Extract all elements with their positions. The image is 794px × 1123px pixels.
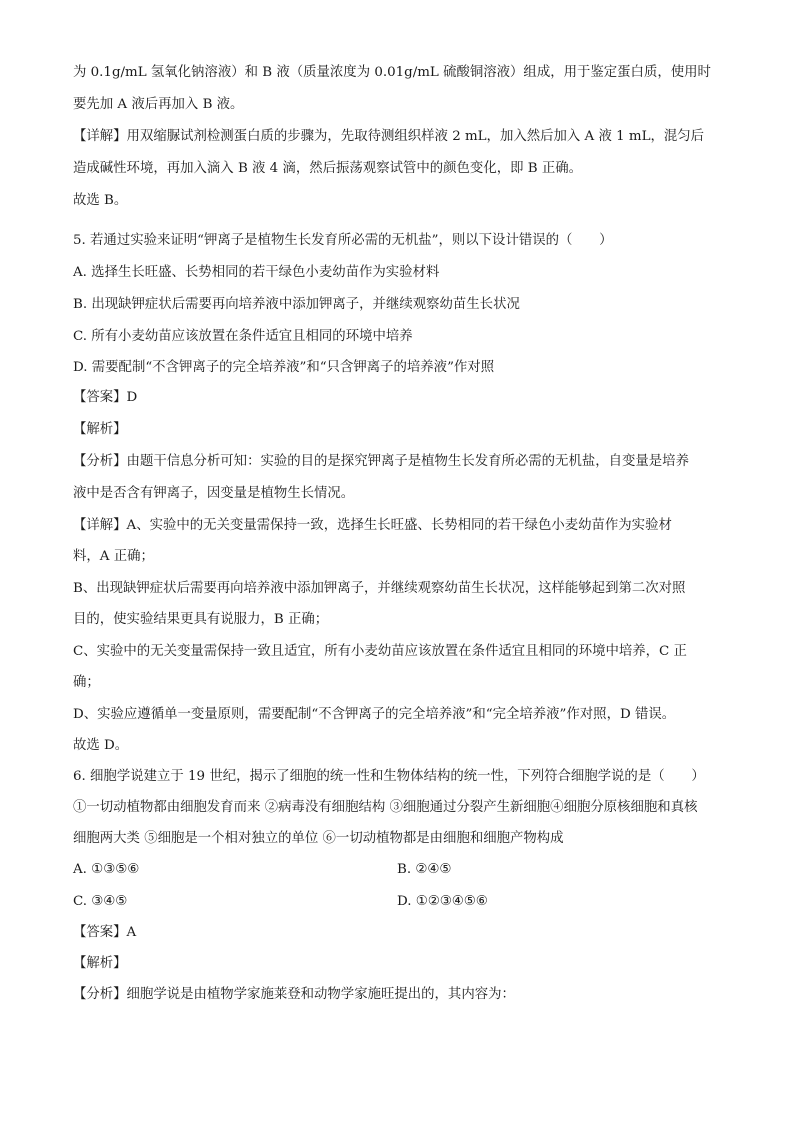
q5-option-d: D. 需要配制“不含钾离子的完全培养液”和“只含钾离子的培养液”作对照 (73, 360, 495, 375)
q6-option-d: D. ①②③④⑤⑥ (397, 894, 488, 909)
text-line: 为 0.1g/mL 氢氧化钠溶液）和 B 液（质量浓度为 0.01g/mL 硫酸铜溶液）组成，用于鉴定蛋白质，使用时 (73, 65, 711, 80)
text-line: 要先加 A 液后再加入 B 液。 (73, 97, 244, 112)
text-line: 【分析】由题干信息分析可知：实验的目的是探究钾离子是植物生长发育所必需的无机盐，自变量是培养 (73, 454, 689, 469)
q6-answer: 【答案】A (73, 925, 137, 940)
q6-analysis-heading: 【解析】 (73, 956, 127, 971)
text-line: 造成碱性环境，再加入滴入 B 液 4 滴，然后振荡观察试管中的颜色变化，即 B 正确。 (73, 161, 583, 176)
q6-statements: ①一切动植物都由细胞发育而来 ②病毒没有细胞结构 ③细胞通过分裂产生新细胞④细胞分原核细胞和真核 (73, 800, 698, 815)
q6-option-a: A. ①③⑤⑥ (73, 862, 140, 877)
text-line: D、实验应遵循单一变量原则，需要配制“不含钾离子的完全培养液”和“完全培养液”作对照，D 错误。 (73, 707, 676, 722)
question-6-stem: 6. 细胞学说建立于 19 世纪，揭示了细胞的统一性和生物体结构的统一性，下列符合细胞学说的是（ ） (73, 769, 705, 784)
q6-statements: 细胞两大类 ⑤细胞是一个相对独立的单位 ⑥一切动植物都是由细胞和细胞产物构成 (73, 831, 564, 846)
question-5-stem: 5. 若通过实验来证明“钾离子是植物生长发育所必需的无机盐”，则以下设计错误的（ ） (73, 233, 613, 248)
q5-option-b: B. 出现缺钾症状后需要再向培养液中添加钾离子，并继续观察幼苗生长状况 (73, 297, 520, 312)
text-line: 【分析】细胞学说是由植物学家施莱登和动物学家施旺提出的，其内容为： (73, 987, 515, 1002)
text-line: 故选 D。 (73, 738, 129, 753)
text-line: 故选 B。 (73, 193, 128, 208)
q5-option-a: A. 选择生长旺盛、长势相同的若干绿色小麦幼苗作为实验材料 (73, 265, 440, 280)
text-line: 【详解】用双缩脲试剂检测蛋白质的步骤为，先取待测组织样液 2 mL，加入然后加入 A 液 1 mL，混匀后 (73, 129, 705, 144)
text-line: 【详解】A、实验中的无关变量需保持一致，选择生长旺盛、长势相同的若干绿色小麦幼苗作为实验材 (73, 518, 672, 533)
text-line: 料，A 正确； (73, 549, 154, 564)
q5-option-c: C. 所有小麦幼苗应该放置在条件适宜且相同的环境中培养 (73, 329, 413, 344)
q6-option-c: C. ③④⑤ (73, 894, 128, 909)
q5-analysis-heading: 【解析】 (73, 422, 127, 437)
q5-answer: 【答案】D (73, 390, 138, 405)
text-line: 目的，使实验结果更具有说服力，B 正确； (73, 612, 329, 627)
text-line: 液中是否含有钾离子，因变量是植物生长情况。 (73, 486, 355, 501)
text-line: 确； (73, 675, 100, 690)
text-line: B、出现缺钾症状后需要再向培养液中添加钾离子，并继续观察幼苗生长状况，这样能够起到第二次对照 (73, 581, 686, 596)
text-line: C、实验中的无关变量需保持一致且适宜，所有小麦幼苗应该放置在条件适宜且相同的环境中培养，C 正 (73, 644, 687, 659)
q6-option-b: B. ②④⑤ (397, 862, 452, 877)
